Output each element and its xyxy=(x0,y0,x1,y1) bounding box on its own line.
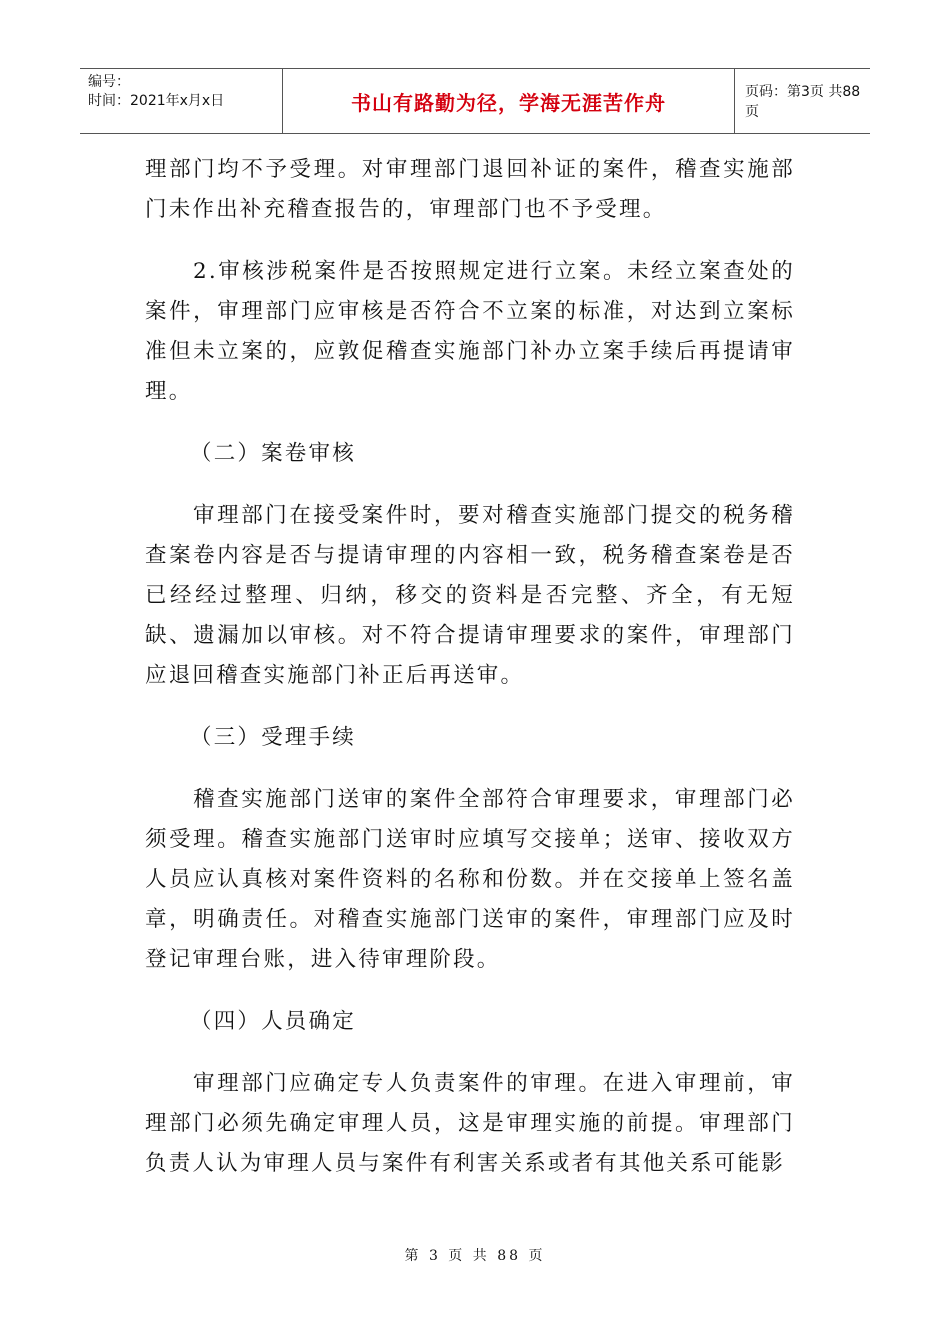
body-paragraph: 2.审核涉税案件是否按照规定进行立案。未经立案查处的案件，审理部门应审核是否符合不立案的标准，对达到立案标准但未立案的，应敦促稽查实施部门补办立案手续后再提请审理。 xyxy=(145,259,795,404)
body-paragraph: 审理部门在接受案件时，要对稽查实施部门提交的税务稽查案卷内容是否与提请审理的内容相一致，税务稽查案卷是否已经经过整理、归纳，移交的资料是否完整、齐全，有无短缺、遗漏加以审核。对不符合提请审理要求的案件，审理部门应退回稽查实施部门补正后再送审。 xyxy=(145,503,795,688)
section-heading: （四）人员确定 xyxy=(190,1009,356,1034)
section-heading: （三）受理手续 xyxy=(190,725,356,750)
document-number-label: 编号： xyxy=(88,74,130,90)
section-heading: （二）案卷审核 xyxy=(190,441,356,466)
document-time: 时间：2021年x月x日 xyxy=(88,93,225,109)
page-header xyxy=(80,68,870,134)
header-motto: 书山有路勤为径，学海无涯苦作舟 xyxy=(351,90,666,115)
header-page-cell xyxy=(735,69,870,133)
body-paragraph: 理部门均不予受理。对审理部门退回补证的案件，稽查实施部门未作出补充稽查报告的，审理部门也不予受理。 xyxy=(145,157,795,222)
document-body xyxy=(145,150,795,1206)
header-page-info: 页码：第3页 共88页 xyxy=(745,84,861,120)
header-meta-cell xyxy=(80,69,283,133)
page-footer: 第 3 页 共 88 页 xyxy=(404,1248,546,1264)
body-paragraph: 审理部门应确定专人负责案件的审理。在进入审理前，审理部门必须先确定审理人员，这是审理实施的前提。审理部门负责人认为审理人员与案件有利害关系或者有其他关系可能影 xyxy=(145,1071,795,1176)
body-paragraph: 稽查实施部门送审的案件全部符合审理要求，审理部门必须受理。稽查实施部门送审时应填写交接单；送审、接收双方人员应认真核对案件资料的名称和份数。并在交接单上签名盖章，明确责任。对稽查实施部门送审的案件，审理部门应及时登记审理台账，进入待审理阶段。 xyxy=(145,787,795,972)
header-motto-cell xyxy=(283,69,735,133)
